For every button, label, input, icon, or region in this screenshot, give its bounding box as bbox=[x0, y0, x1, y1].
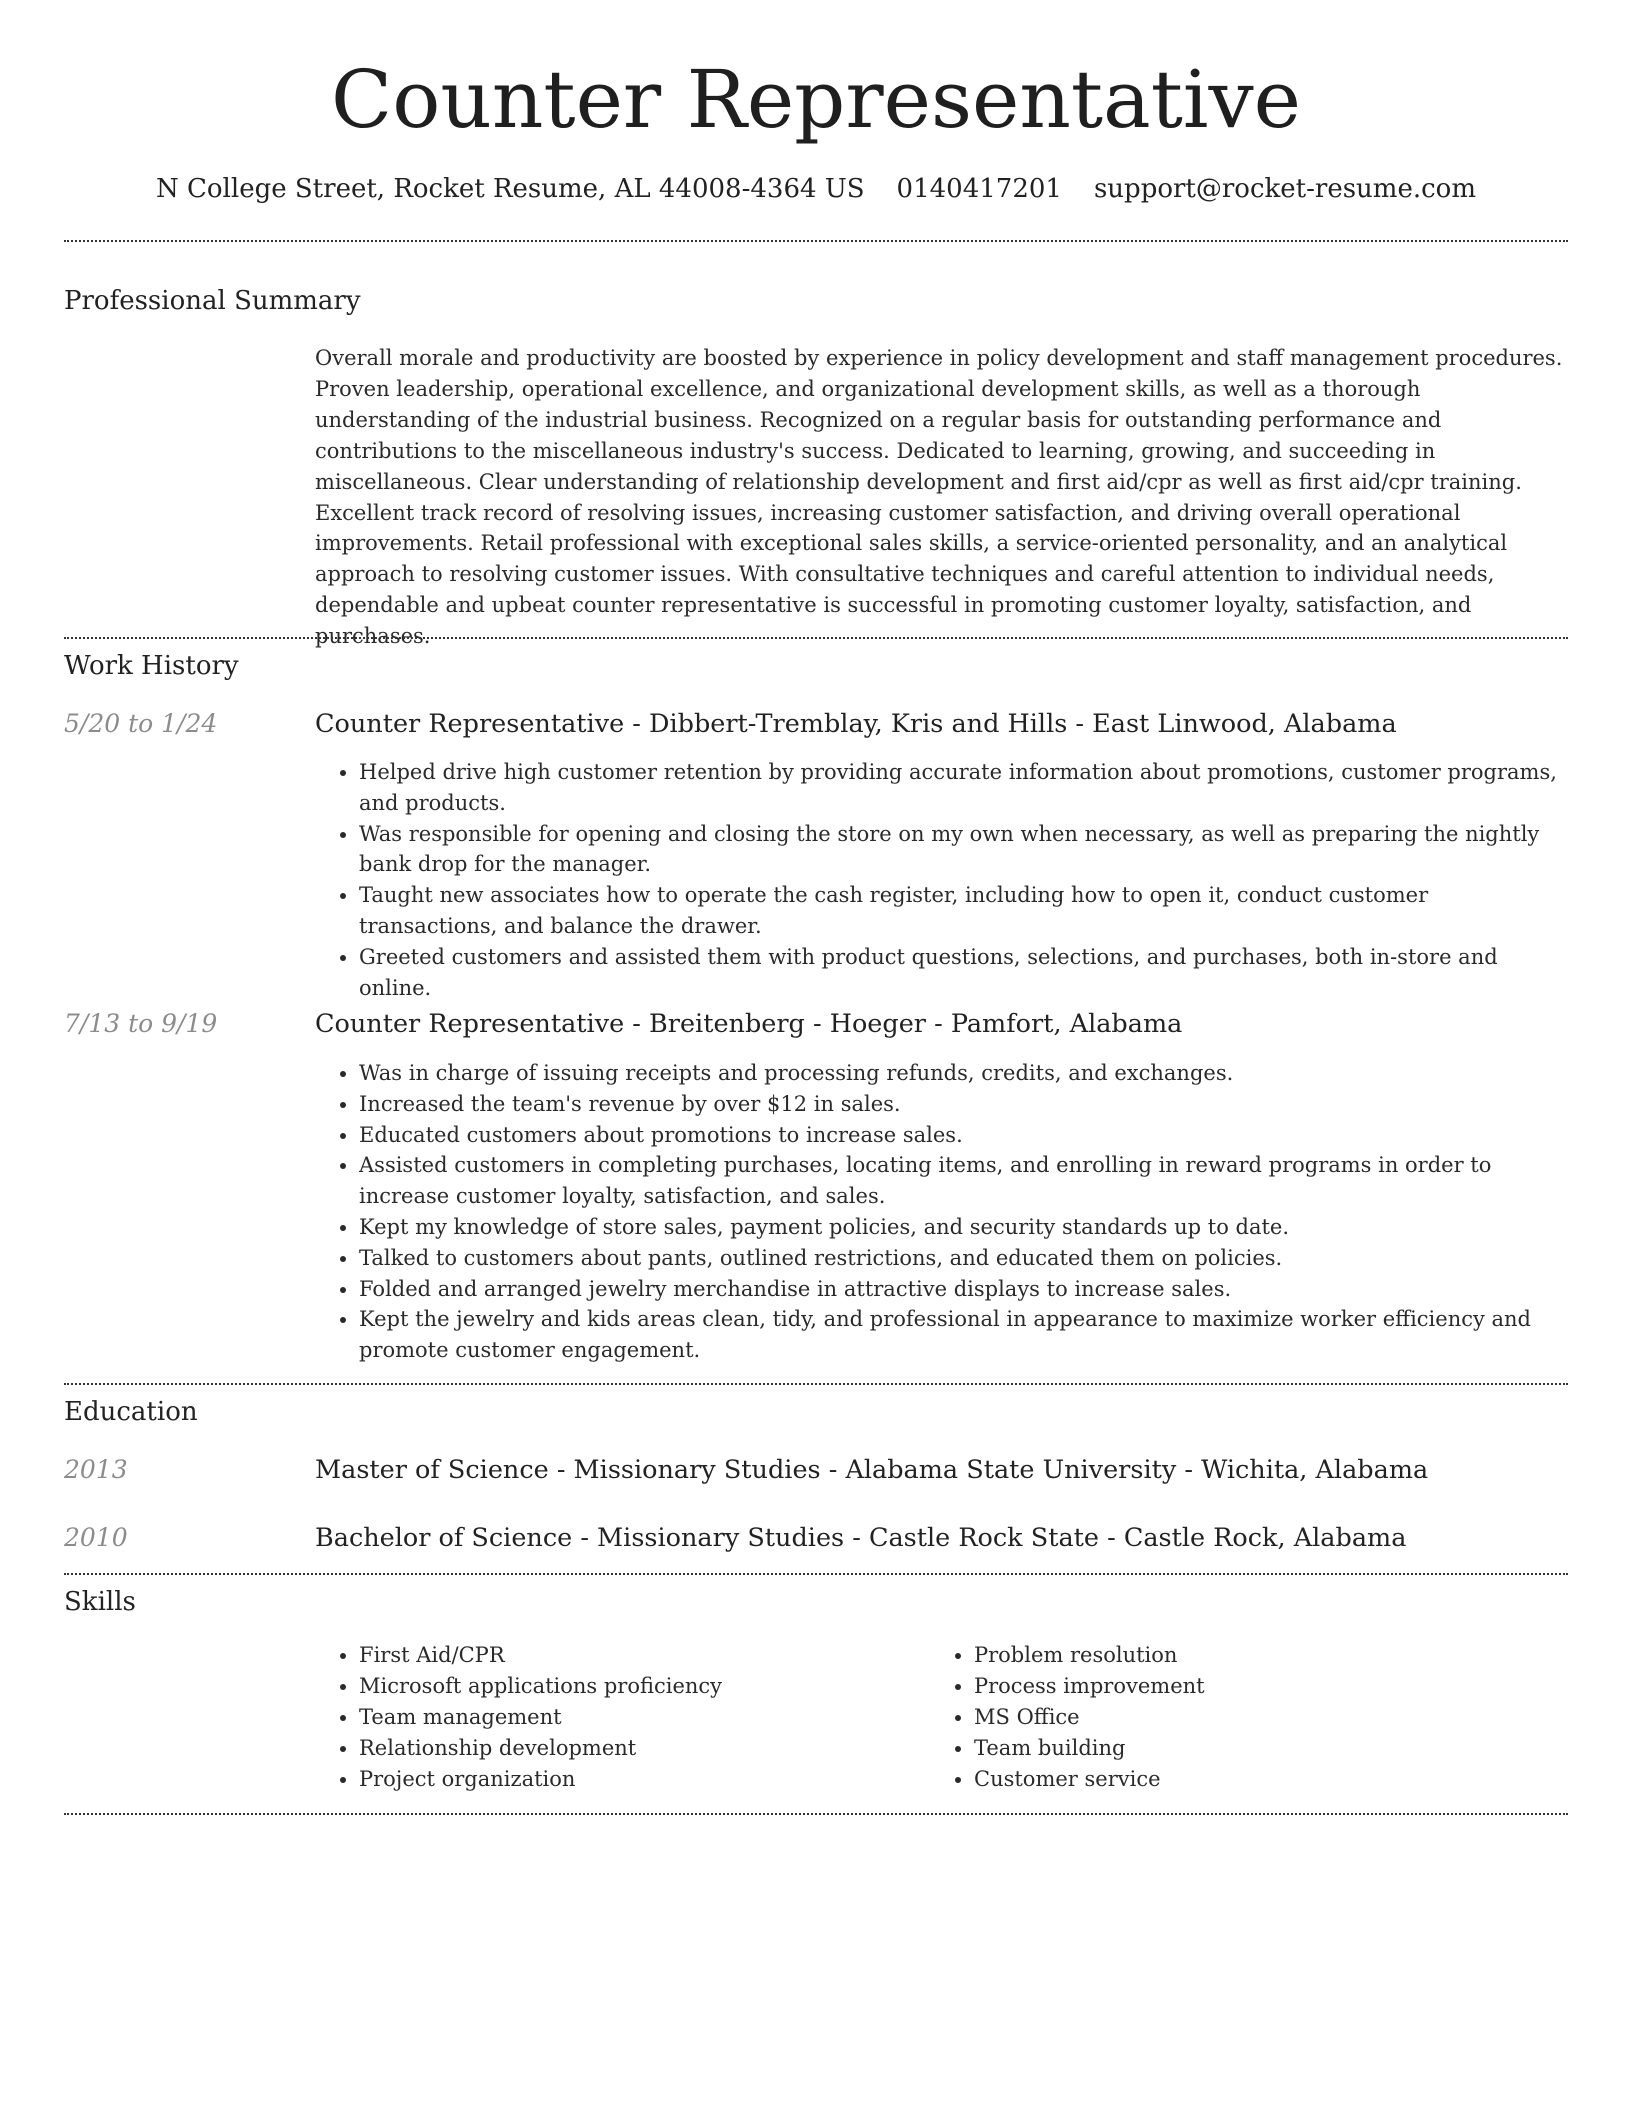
contact-email: support@rocket-resume.com bbox=[1093, 174, 1476, 204]
education-year: 2013 bbox=[64, 1455, 128, 1484]
education-year: 2010 bbox=[64, 1523, 128, 1552]
skill-item: • First Aid/CPR bbox=[359, 1640, 959, 1671]
candidate-name: Counter Representative bbox=[331, 53, 1301, 146]
skill-item: • Customer service bbox=[974, 1764, 1574, 1795]
job-bullet: • Assisted customers in completing purchases, locating items, and enrolling in reward programs in order to increase customer loyalty, satisfaction, and sales. bbox=[359, 1150, 1568, 1212]
job-bullet: • Talked to customers about pants, outlined restrictions, and educated them on policies. bbox=[359, 1243, 1568, 1274]
education-degree: Bachelor of Science - Missionary Studies - Castle Rock State - Castle Rock, Alabama bbox=[315, 1523, 1407, 1553]
job-heading: Counter Representative - Breitenberg - Hoeger - Pamfort, Alabama bbox=[315, 1009, 1183, 1039]
divider bbox=[64, 1573, 1568, 1575]
job-bullet: • Was responsible for opening and closing the store on my own when necessary, as well as preparing the nightly bank drop for the manager. bbox=[359, 819, 1568, 881]
skill-item: • Process improvement bbox=[974, 1671, 1574, 1702]
job-bullet: • Was in charge of issuing receipts and processing refunds, credits, and exchanges. bbox=[359, 1058, 1568, 1089]
job-bullets bbox=[315, 1058, 1568, 1366]
job-bullet: • Kept my knowledge of store sales, payment policies, and security standards up to date. bbox=[359, 1212, 1568, 1243]
job-dates: 5/20 to 1/24 bbox=[64, 709, 218, 738]
summary-title: Professional Summary bbox=[64, 286, 361, 316]
work-history-title: Work History bbox=[64, 651, 239, 681]
skills-list-left bbox=[315, 1640, 959, 1795]
divider bbox=[64, 1383, 1568, 1385]
summary-text: Overall morale and productivity are boosted by experience in policy development and staff management procedures. Proven leadership, operational excellence, and organizational development skills, as well as a thorough understanding of the industrial business. Recognized on a regular basis for outstanding performance and contributions to the miscellaneous industry's success. Dedicated to learning, growing, and succeeding in miscellaneous. Clear understanding of relationship development and first aid/cpr as well as first aid/cpr training. Excellent track record of resolving issues, increasing customer satisfaction, and driving overall operational improvements. Retail professional with exceptional sales skills, a service-oriented personality, and an analytical approach to resolving customer issues. With consultative techniques and careful attention to individual needs, dependable and upbeat counter representative is successful in promoting customer loyalty, satisfaction, and purchases. bbox=[315, 346, 1563, 649]
contact-phone: 0140417201 bbox=[896, 174, 1062, 204]
job-heading: Counter Representative - Dibbert-Tremblay, Kris and Hills - East Linwood, Alabama bbox=[315, 709, 1397, 739]
skill-item: • Project organization bbox=[359, 1764, 959, 1795]
education-degree: Master of Science - Missionary Studies - Alabama State University - Wichita, Alabama bbox=[315, 1455, 1429, 1485]
job-dates: 7/13 to 9/19 bbox=[64, 1009, 218, 1038]
job-bullet: • Increased the team's revenue by over $12 in sales. bbox=[359, 1089, 1568, 1120]
skill-item: • Problem resolution bbox=[974, 1640, 1574, 1671]
divider bbox=[64, 1813, 1568, 1815]
skill-item: • Relationship development bbox=[359, 1733, 959, 1764]
job-bullet: • Educated customers about promotions to increase sales. bbox=[359, 1120, 1568, 1151]
skill-item: • Microsoft applications proficiency bbox=[359, 1671, 959, 1702]
skill-item: • Team management bbox=[359, 1702, 959, 1733]
job-bullets bbox=[315, 757, 1568, 1003]
skill-item: • MS Office bbox=[974, 1702, 1574, 1733]
education-title: Education bbox=[64, 1397, 198, 1427]
job-bullet: • Kept the jewelry and kids areas clean, tidy, and professional in appearance to maximize worker efficiency and promote customer engagement. bbox=[359, 1304, 1568, 1366]
divider bbox=[64, 637, 1568, 639]
contact-line bbox=[64, 172, 1568, 206]
skills-list-right bbox=[930, 1640, 1574, 1795]
skills-title: Skills bbox=[64, 1587, 136, 1617]
skill-item: • Team building bbox=[974, 1733, 1574, 1764]
divider bbox=[64, 240, 1568, 242]
job-bullet: • Folded and arranged jewelry merchandise in attractive displays to increase sales. bbox=[359, 1274, 1568, 1305]
job-bullet: • Taught new associates how to operate the cash register, including how to open it, conduct customer transactions, and balance the drawer. bbox=[359, 880, 1568, 942]
job-bullet: • Greeted customers and assisted them with product questions, selections, and purchases, both in-store and online. bbox=[359, 942, 1568, 1004]
job-bullet: • Helped drive high customer retention by providing accurate information about promotions, customer programs, and products. bbox=[359, 757, 1568, 819]
contact-address: N College Street, Rocket Resume, AL 44008-4364 US bbox=[156, 174, 865, 204]
